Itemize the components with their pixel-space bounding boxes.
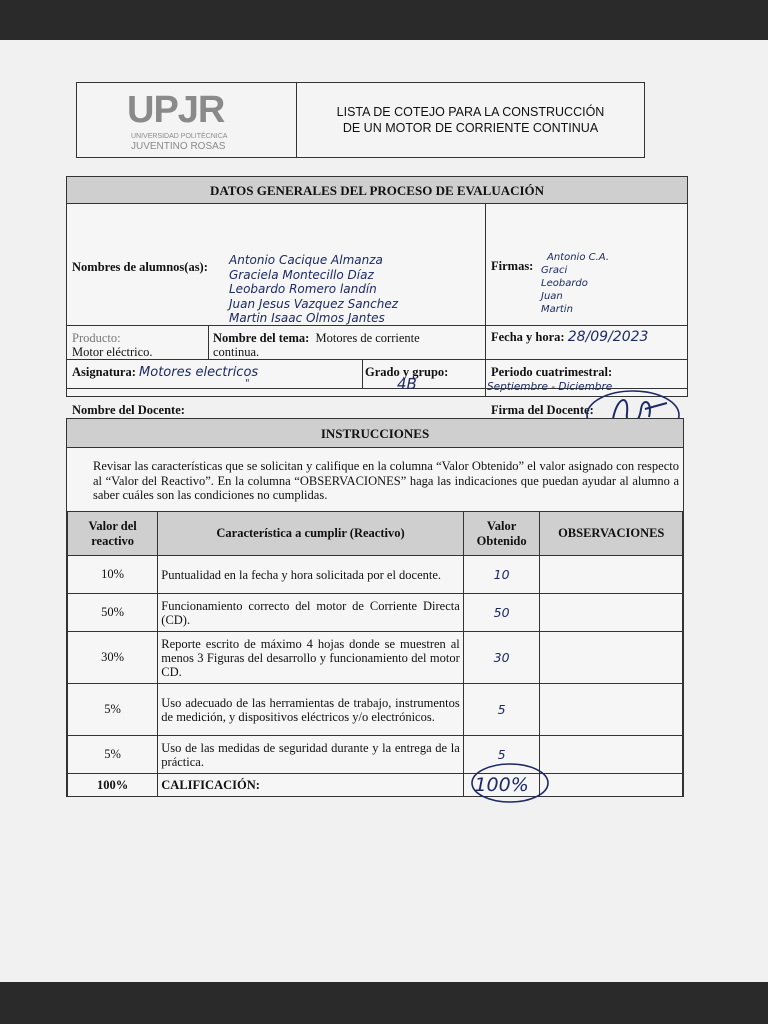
topic-value-line-2: continua.: [213, 345, 260, 359]
datetime-label: Fecha y hora:: [491, 330, 565, 344]
column-header: Valor del reactivo: [68, 512, 158, 556]
table-row: [68, 736, 683, 774]
student-name: Martin Isaac Olmos Jantes: [229, 311, 385, 325]
group-label: Grado y grupo:: [365, 365, 449, 379]
criteria-header-row: [68, 512, 683, 556]
topic-field: [213, 331, 481, 359]
product-label: Producto:: [72, 331, 121, 345]
student-name: Graciela Montecillo Díaz: [229, 267, 374, 282]
row-observations: [540, 632, 683, 684]
signature: Graci: [541, 265, 568, 276]
subject-mark: ": [245, 378, 250, 389]
document-title: [297, 83, 644, 157]
row-weight: 5%: [68, 684, 158, 736]
period-label: Periodo cuatrimestral:: [491, 365, 613, 379]
row-obtained: 5: [463, 684, 540, 736]
students-label: Nombres de alumnos(as):: [72, 260, 208, 274]
student-name: Juan Jesus Vazquez Sanchez: [229, 296, 399, 311]
row-criterion: Puntualidad en la fecha y hora solicitada por el docente.: [158, 556, 463, 594]
row-obtained: 30: [463, 632, 540, 684]
total-observations: [540, 774, 683, 797]
general-data-title: DATOS GENERALES DEL PROCESO DE EVALUACIÓN: [67, 177, 687, 204]
row-obtained: 50: [463, 594, 540, 632]
general-data-table: [66, 176, 688, 417]
signatures-label: Firmas:: [491, 259, 534, 273]
datetime-field: [491, 330, 648, 344]
document-title-line-1: LISTA DE COTEJO PARA LA CONSTRUCCIÓN: [336, 105, 605, 119]
table-row: [68, 684, 683, 736]
signature: Leobardo: [541, 278, 588, 289]
document-header: [76, 82, 645, 158]
subject-field: [72, 365, 258, 380]
total-value: 100%: [474, 774, 529, 796]
group-value: 4B: [397, 375, 417, 393]
row-obtained: 5: [463, 736, 540, 774]
datetime-value: 28/09/2023: [567, 329, 649, 345]
university-logo: [77, 83, 297, 157]
signature: Antonio C.A.: [547, 252, 609, 263]
teacher-signature-label: Firma del Docente:: [491, 403, 594, 417]
teacher-label: Nombre del Docente:: [72, 403, 185, 417]
total-row: [68, 774, 683, 797]
row-criterion: Reporte escrito de máximo 4 hojas donde se muestren al menos 3 Figuras del desarrollo y funcionamiento del motor CD.: [158, 632, 463, 684]
topic-label: Nombre del tema:: [213, 331, 310, 345]
total-value-cell: [463, 774, 540, 797]
table-row: [68, 632, 683, 684]
row-weight: 5%: [68, 736, 158, 774]
instructions-title: INSTRUCCIONES: [67, 419, 683, 448]
instructions-section: [66, 418, 684, 797]
signature: Martin: [541, 304, 573, 315]
total-label: CALIFICACIÓN:: [158, 774, 463, 797]
total-weight: 100%: [68, 774, 158, 797]
instructions-text: Revisar las características que se solicitan y califique en la columna “Valor Obtenido” el valor asignado con respecto al “Valor del Reactivo”. En la columna “OBSERVACIONES” haga las indicaciones que puedan ayudar al alumno a saber cuáles son las condiciones no cumplidas.: [93, 459, 679, 502]
row-criterion: Uso adecuado de las herramientas de trabajo, instrumentos de medición, y dispositivos eléctricos y/o electrónicos.: [158, 684, 463, 736]
subject-label: Asignatura:: [72, 365, 136, 379]
column-header: OBSERVACIONES: [540, 512, 683, 556]
criteria-table: [67, 511, 683, 797]
row-weight: 50%: [68, 594, 158, 632]
period-value: Septiembre - Diciembre: [487, 381, 613, 393]
student-name: Leobardo Romero landín: [229, 282, 377, 296]
column-header: Valor Obtenido: [463, 512, 540, 556]
row-weight: 10%: [68, 556, 158, 594]
row-observations: [540, 594, 683, 632]
logo-line-1: UNIVERSIDAD POLITÉCNICA: [131, 133, 228, 140]
product-field: [72, 331, 153, 359]
product-value: Motor eléctrico.: [72, 345, 153, 359]
row-criterion: Funcionamiento correcto del motor de Corriente Directa (CD).: [158, 594, 463, 632]
row-weight: 30%: [68, 632, 158, 684]
subject-value: Motores electricos: [139, 365, 259, 380]
document-title-line-2: DE UN MOTOR DE CORRIENTE CONTINUA: [342, 121, 599, 135]
column-header: Característica a cumplir (Reactivo): [158, 512, 463, 556]
table-row: [68, 556, 683, 594]
student-signatures: [541, 251, 609, 316]
table-row: [68, 594, 683, 632]
logo-line-2: JUVENTINO ROSAS: [131, 141, 226, 152]
logo-wordmark: UPJR: [127, 89, 225, 131]
students-list: [229, 253, 398, 326]
topic-value-line-1: Motores de corriente: [315, 331, 420, 345]
row-criterion: Uso de las medidas de seguridad durante y la entrega de la práctica.: [158, 736, 463, 774]
student-name: Antonio Cacique Almanza: [229, 253, 383, 267]
row-obtained: 10: [463, 556, 540, 594]
signature: Juan: [541, 291, 563, 302]
row-observations: [540, 684, 683, 736]
row-observations: [540, 556, 683, 594]
row-observations: [540, 736, 683, 774]
